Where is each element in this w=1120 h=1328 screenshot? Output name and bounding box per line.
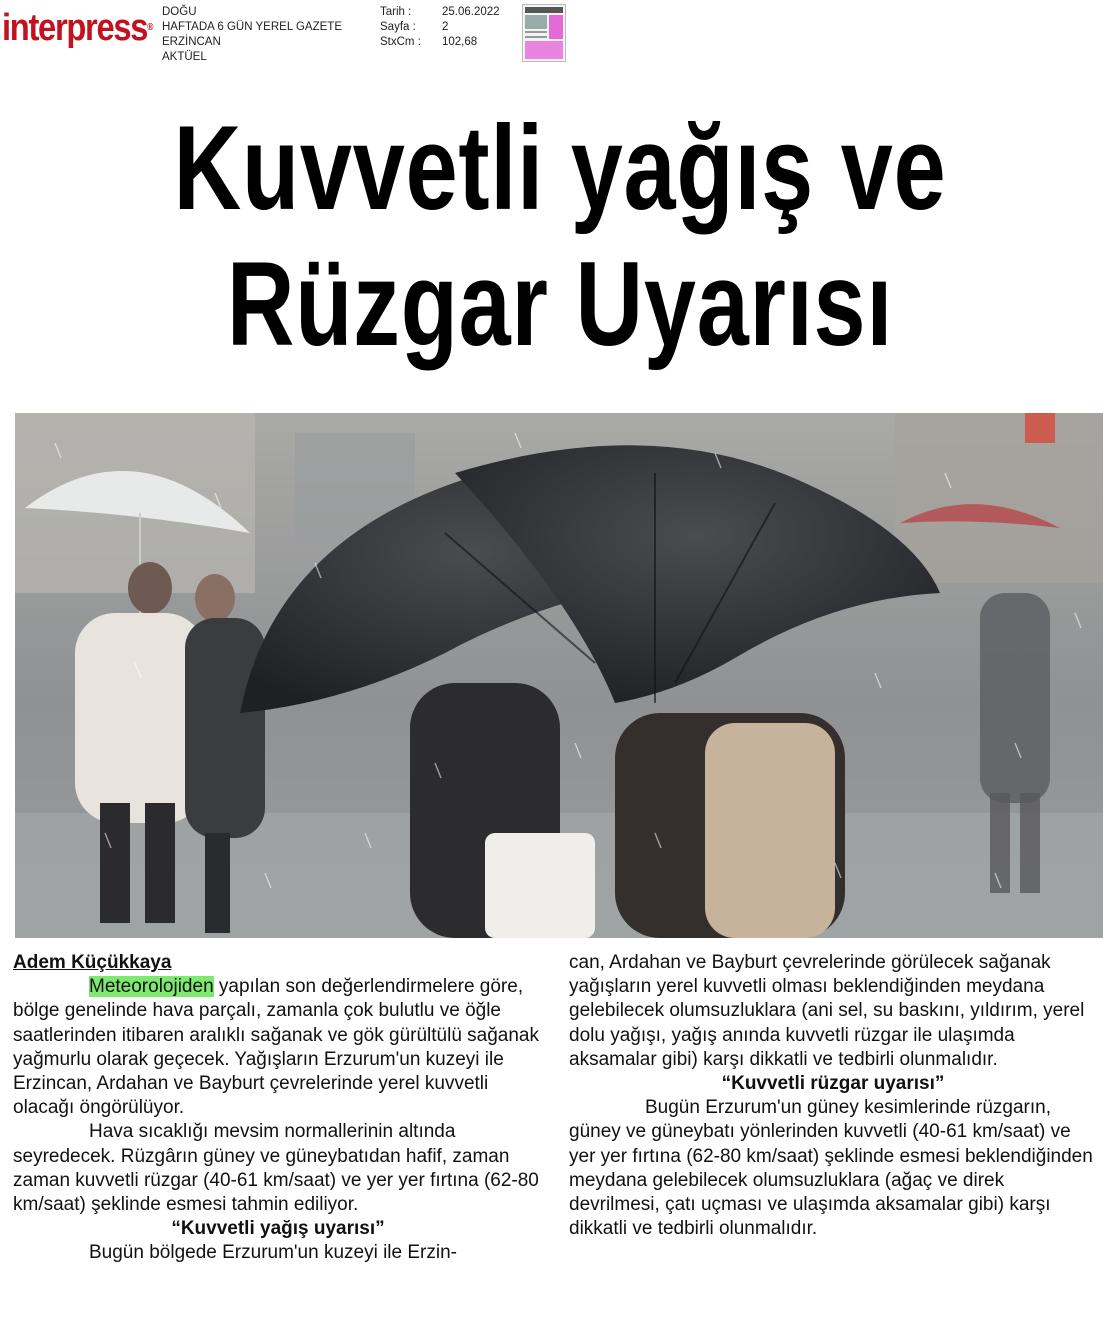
publication-city: ERZİNCAN [162, 36, 221, 48]
paragraph-1 [13, 975, 543, 1120]
stxcm-value: 102,68 [442, 36, 478, 48]
paragraph-1-text: yapılan son değerlendirmelere göre, bölge genelinde hava parçalı, zamanla çok bulutlu ve öğle saatlerinden itibaren aralıklı sağanak ve gök gürültülü sağanak yağmurlu olarak geçecek. Yağışların Erzurum'un kuzeyi ile Erzincan, Ardahan ve Bayburt çevrelerinde yerel kuvvetli olacağı öngörülüyor. [13, 976, 539, 1119]
interpress-logo: interpress® [2, 7, 154, 49]
paragraph-4: Bugün Erzurum'un güney kesimlerinde rüzgarın, güney ve güneybatı yönlerinden kuvvetli (40-61 km/saat) ve yer yer fırtına (62-80 km/saat) şeklinde esmesi beklendiğinden meydana gelebilecek olumsuzluklara (ağaç ve direk devrilmesi, çatı uçması ve ulaşımda aksamalar gibi) karşı dikkatli ve tedbirli olunmalıdır. [569, 1097, 1093, 1240]
page-label: Sayfa : [380, 21, 416, 33]
rain-umbrella-photo [15, 413, 1103, 938]
date-label: Tarih : [380, 6, 412, 18]
article-column-1 [13, 951, 543, 1266]
stxcm-label: StxCm : [380, 36, 421, 48]
page-value: 2 [442, 21, 449, 33]
publication-category: AKTÜEL [162, 51, 207, 63]
clipping-meta [380, 5, 500, 50]
publication-frequency: HAFTADA 6 GÜN YEREL GAZETE [162, 21, 342, 33]
paragraph-3-continued: can, Ardahan ve Bayburt çevrelerinde görülecek sağanak yağışların yerel kuvvetli olması beklendiğinden meydana gelebilecek olumsuzluklara (ani sel, su baskını, yıldırım, yerel dolu yağışı, yağış anında kuvvetli rüzgar ile ulaşımda aksamalar gibi) karşı dikkatli ve tedbirli olunmalıdır. [569, 952, 1085, 1070]
date-value: 25.06.2022 [442, 6, 500, 18]
paragraph-3-start: Bugün bölgede Erzurum'un kuzeyi ile Erzin- [89, 1242, 457, 1264]
headline-line-1: Kuvvetli yağış ve [173, 101, 947, 235]
author-byline: Adem Küçükkaya [13, 952, 172, 973]
highlighted-keyword: Meteorolojiden [89, 976, 214, 998]
headline-line-2: Rüzgar Uyarısı [226, 237, 894, 371]
subheading-wind-warning: “Kuvvetli rüzgar uyarısı” [721, 1073, 945, 1095]
publication-info [162, 5, 342, 65]
subheading-rain-warning: “Kuvvetli yağış uyarısı” [171, 1218, 385, 1240]
clipping-header [0, 0, 1120, 70]
article-column-2 [569, 951, 1097, 1241]
article-photo [15, 413, 1103, 938]
publication-name: DOĞU [162, 6, 197, 18]
paragraph-2: Hava sıcaklığı mevsim normallerinin altında seyredecek. Rüzgârın güney ve güneybatıdan hafif, zaman zaman kuvvetli rüzgar (40-61 km/saat) ve yer yer fırtına (62-80 km/saat) şeklinde esmesi tahmin ediliyor. [13, 1121, 539, 1216]
page-thumbnail[interactable] [522, 4, 566, 62]
article-headline [0, 100, 1120, 372]
